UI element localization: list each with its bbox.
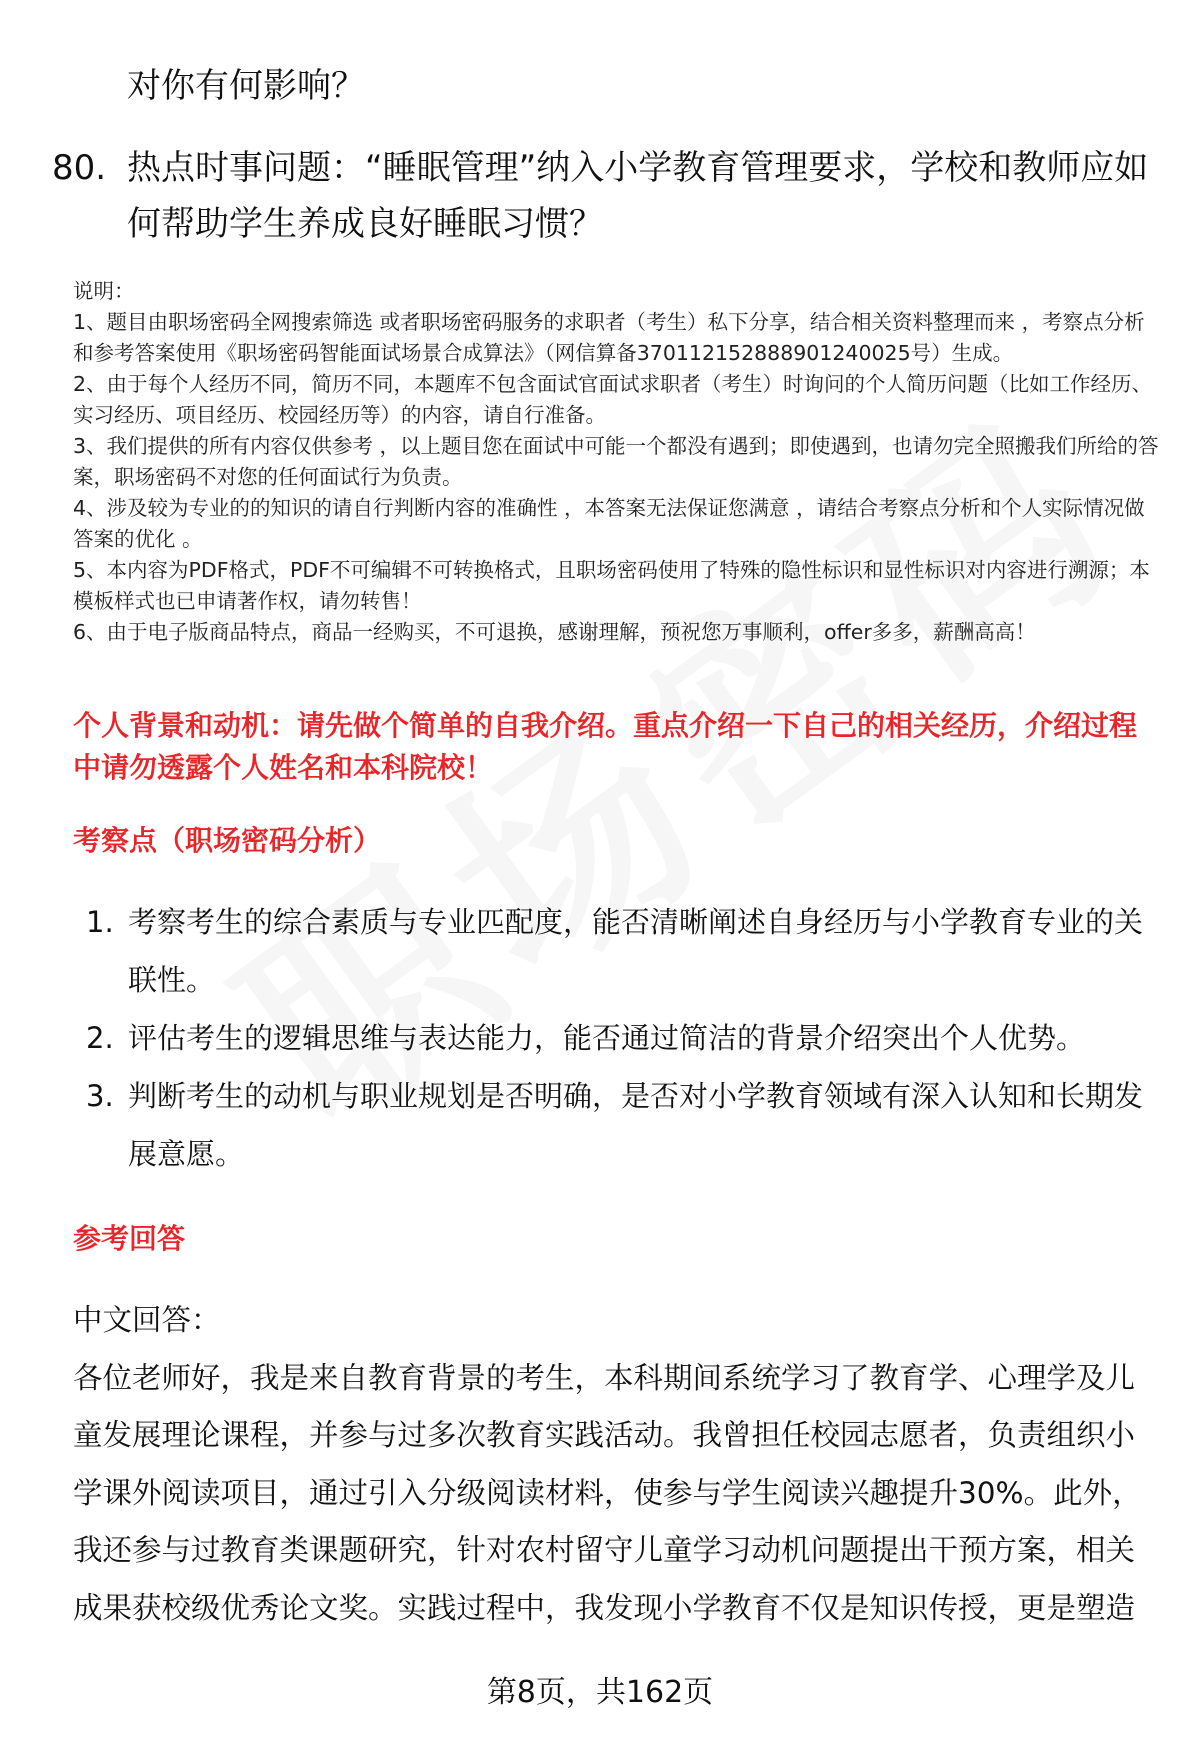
- answer-body: 各位老师好，我是来自教育背景的考生，本科期间系统学习了教育学、心理学及儿童发展理论课程，并参与过多次教育实践活动。我曾担任校园志愿者，负责组织小学课外阅读项目，通过引入分级阅读材料，使参与学生阅读兴趣提升30%。此外，我还参与过教育类课题研究，针对农村留守儿童学习动机问题提出干预方案，相关成果获校级优秀论文奖。实践过程中，我发现小学教育不仅是知识传授，更是塑造: [73, 1360, 1142, 1625]
- note-item: 3、我们提供的所有内容仅供参考 ，以上题目您在面试中可能一个都没有遇到；即使遇到，也请勿完全照搬我们所给的答案，职场密码不对您的任何面试行为负责。: [73, 434, 1159, 489]
- notes-block: [73, 276, 1163, 648]
- note-item: 1、题目由职场密码全网搜索筛选 或者职场密码服务的求职者（考生）私下分享，结合相关资料整理而来 ，考察点分析和参考答案使用《职场密码智能面试场景合成算法》（网信算备370112152888901240025号）生成。: [73, 310, 1145, 365]
- notes-heading: 说明：: [73, 279, 135, 303]
- note-item: 5、本内容为PDF格式，PDF不可编辑不可转换格式，且职场密码使用了特殊的隐性标识和显性标识对内容进行溯源；本模板样式也已申请著作权，请勿转售！: [73, 558, 1150, 613]
- reference-answer: [73, 1292, 1153, 1637]
- analysis-point: [86, 1067, 1146, 1183]
- section-title: 个人背景和动机：请先做个简单的自我介绍。重点介绍一下自己的相关经历，介绍过程中请勿透露个人姓名和本科院校！: [73, 709, 1138, 784]
- analysis-point: [86, 893, 1146, 1009]
- analysis-heading: 考察点（职场密码分析）: [73, 824, 382, 857]
- point-number: 2.: [86, 1021, 114, 1055]
- question-number: 80.: [52, 148, 107, 188]
- question-80: [52, 140, 1152, 252]
- page-footer: 第8页，共162页: [486, 1675, 714, 1710]
- point-number: 1.: [86, 905, 114, 939]
- analysis-points: [86, 893, 1146, 1183]
- previous-question-tail: 对你有何影响？: [127, 66, 365, 106]
- note-item: 4、涉及较为专业的的知识的请自行判断内容的准确性 ，本答案无法保证您满意 ，请结合考察点分析和个人实际情况做答案的优化 。: [73, 496, 1145, 551]
- point-text: 评估考生的逻辑思维与表达能力，能否通过简洁的背景介绍突出个人优势。: [128, 1021, 1086, 1055]
- note-item: 6、由于电子版商品特点，商品一经购买，不可退换，感谢理解，预祝您万事顺利，offer多多，薪酬高高！: [73, 620, 1036, 644]
- point-text: 判断考生的动机与职业规划是否明确，是否对小学教育领域有深入认知和长期发展意愿。: [128, 1079, 1144, 1171]
- point-number: 3.: [86, 1079, 114, 1113]
- point-text: 考察考生的综合素质与专业匹配度，能否清晰阐述自身经历与小学教育专业的关联性。: [128, 905, 1144, 997]
- note-item: 2、由于每个人经历不同，简历不同，本题库不包含面试官面试求职者（考生）时询问的个人简历问题（比如工作经历、实习经历、项目经历、校园经历等）的内容，请自行准备。: [73, 372, 1153, 427]
- reference-heading: 参考回答: [73, 1222, 186, 1255]
- question-text: 热点时事问题：“睡眠管理”纳入小学教育管理要求，学校和教师应如何帮助学生养成良好睡眠习惯？: [127, 148, 1149, 244]
- answer-label: 中文回答：: [73, 1303, 221, 1337]
- analysis-point: [86, 1009, 1146, 1067]
